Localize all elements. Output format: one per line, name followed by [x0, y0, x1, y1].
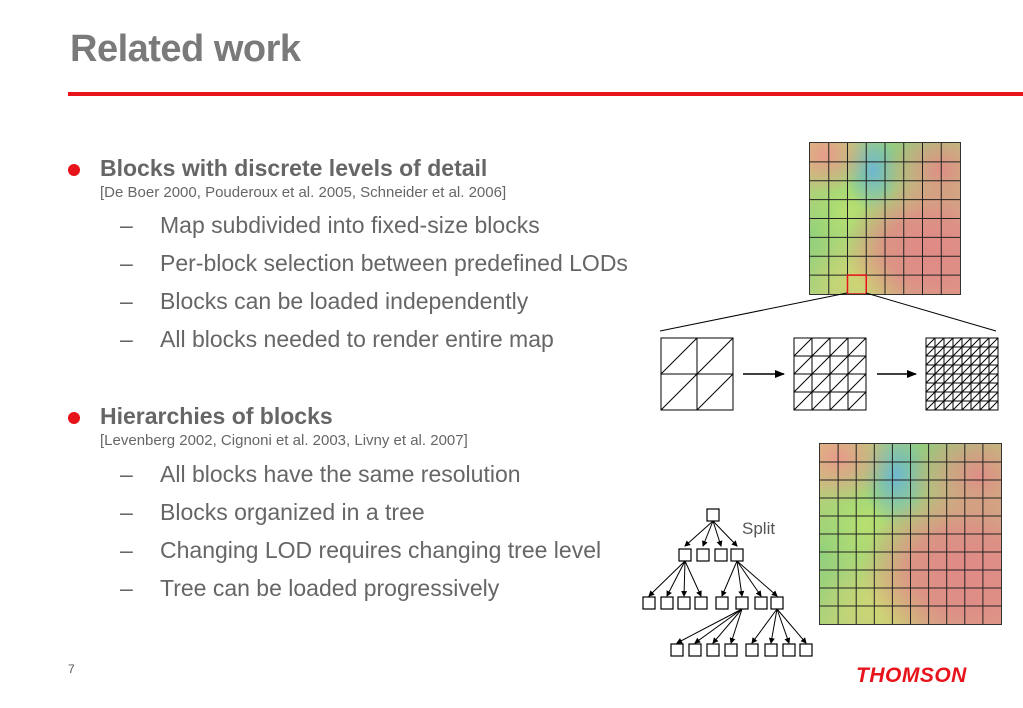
mesh-mid-lod — [794, 338, 866, 410]
zoom-line-left — [660, 293, 847, 331]
sub-item-text: Changing LOD requires changing tree level — [160, 537, 602, 563]
mesh-low-lod — [661, 338, 733, 410]
sub-item-text: Tree can be loaded progressively — [160, 575, 500, 601]
sub-item-text: Per-block selection between predefined LODs — [160, 250, 628, 276]
split-label: Split — [742, 519, 776, 538]
sub-item-text: Blocks can be loaded independently — [160, 288, 529, 314]
page-number: 7 — [68, 662, 75, 676]
dash-marker: – — [120, 499, 133, 525]
sub-item-text: All blocks needed to render entire map — [160, 326, 554, 352]
dash-marker: – — [120, 537, 133, 563]
sub-item-text: All blocks have the same resolution — [160, 461, 521, 487]
block-tree — [643, 509, 812, 656]
dash-marker: – — [120, 575, 133, 601]
bullet-heading: Blocks with discrete levels of detail — [100, 155, 488, 181]
sub-item-text: Blocks organized in a tree — [160, 499, 425, 525]
mesh-high-lod — [926, 338, 998, 410]
bullet-reference: [Levenberg 2002, Cignoni et al. 2003, Livny et al. 2007] — [100, 432, 468, 449]
dash-marker: – — [120, 250, 133, 276]
dash-marker: – — [120, 212, 133, 238]
slide-title: Related work — [70, 28, 301, 70]
dash-marker: – — [120, 326, 133, 352]
bullet-heading: Hierarchies of blocks — [100, 403, 333, 429]
thomson-logo: THOMSON — [856, 664, 967, 687]
dash-marker: – — [120, 288, 133, 314]
bullet-reference: [De Boer 2000, Pouderoux et al. 2005, Schneider et al. 2006] — [100, 184, 507, 201]
sub-item-text: Map subdivided into fixed-size blocks — [160, 212, 540, 238]
dash-marker: – — [120, 461, 133, 487]
zoom-line-right — [866, 293, 996, 331]
